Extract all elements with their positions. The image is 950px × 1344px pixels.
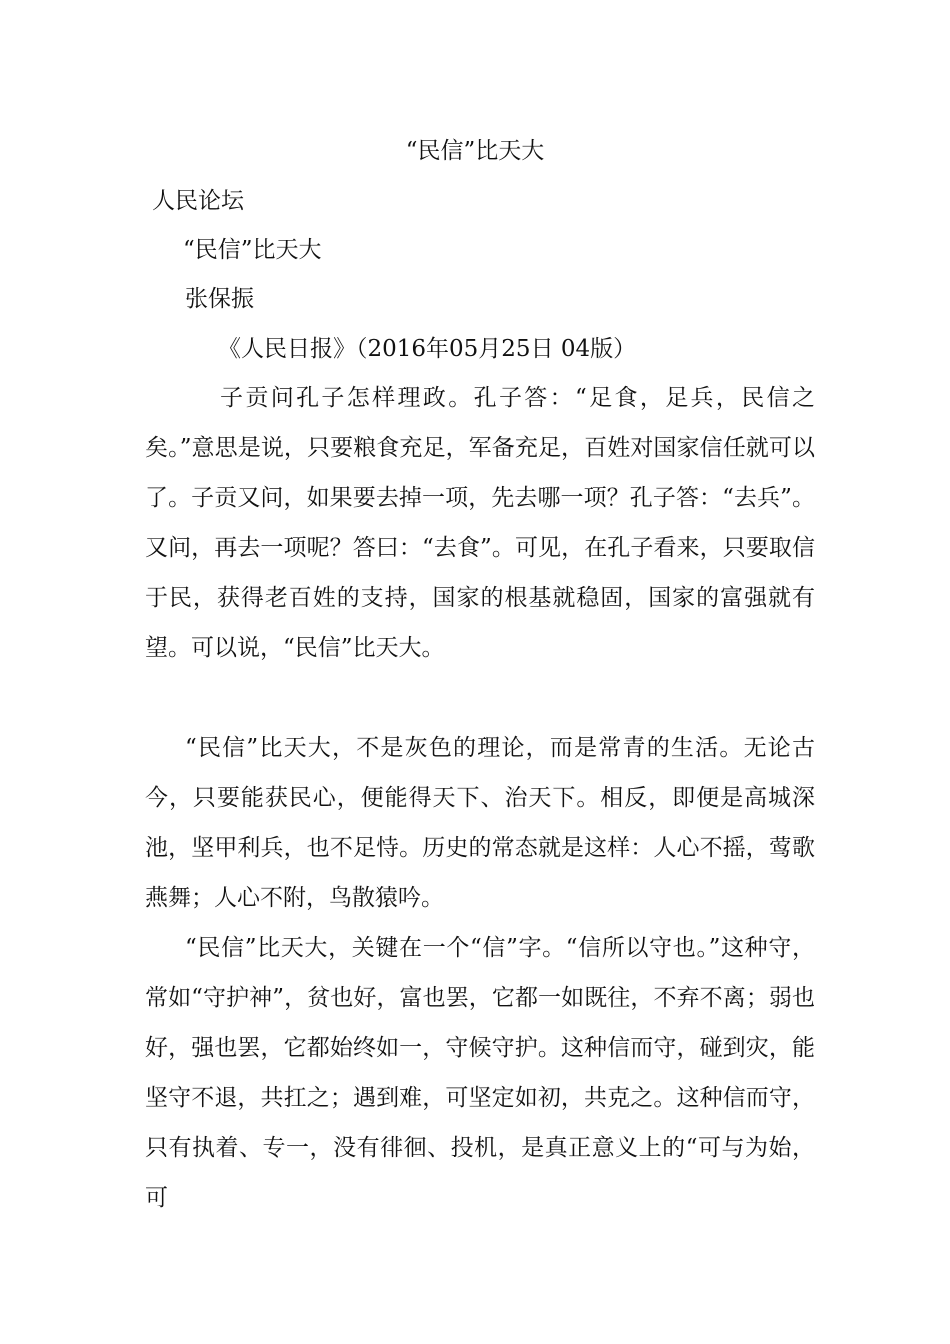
source-line: 《人民日报》（2016年05月25日 04版） [218, 336, 637, 362]
page-title: “民信”比天大 [405, 138, 545, 164]
column-name: 人民论坛 [152, 188, 244, 214]
paragraph-2: “民信”比天大，不是灰色的理论，而是常青的生活。无论古今，只要能获民心，便能得天下、治天下。相反，即便是高城深池，坚甲利兵，也不足恃。历史的常态就是这样：人心不摇，莺歌燕舞；人心不附，鸟散猿吟。 [145, 735, 815, 911]
paragraph-3: “民信”比天大，关键在一个“信”字。“信所以守也。”这种守，常如“守护神”，贫也好，富也罢，它都一如既往，不弃不离；弱也好，强也罢，它都始终如一，守候守护。这种信而守，碰到灾，能坚守不退，共扛之；遇到难，可坚定如初，共克之。这种信而守，只有执着、专一，没有徘徊、投机，是真正意义上的“可与为始，可 [145, 935, 815, 1211]
article-subtitle: “民信”比天大 [183, 237, 322, 263]
author-name: 张保振 [185, 286, 254, 312]
paragraph-1: 子贡问孔子怎样理政。孔子答：“足食，足兵，民信之矣。”意思是说，只要粮食充足，军备充足，百姓对国家信任就可以了。子贡又问，如果要去掉一项，先去哪一项？孔子答：“去兵”。又问，再去一项呢？答曰：“去食”。可见，在孔子看来，只要取信于民，获得老百姓的支持，国家的根基就稳固，国家的富强就有望。可以说，“民信”比天大。 [145, 385, 815, 661]
